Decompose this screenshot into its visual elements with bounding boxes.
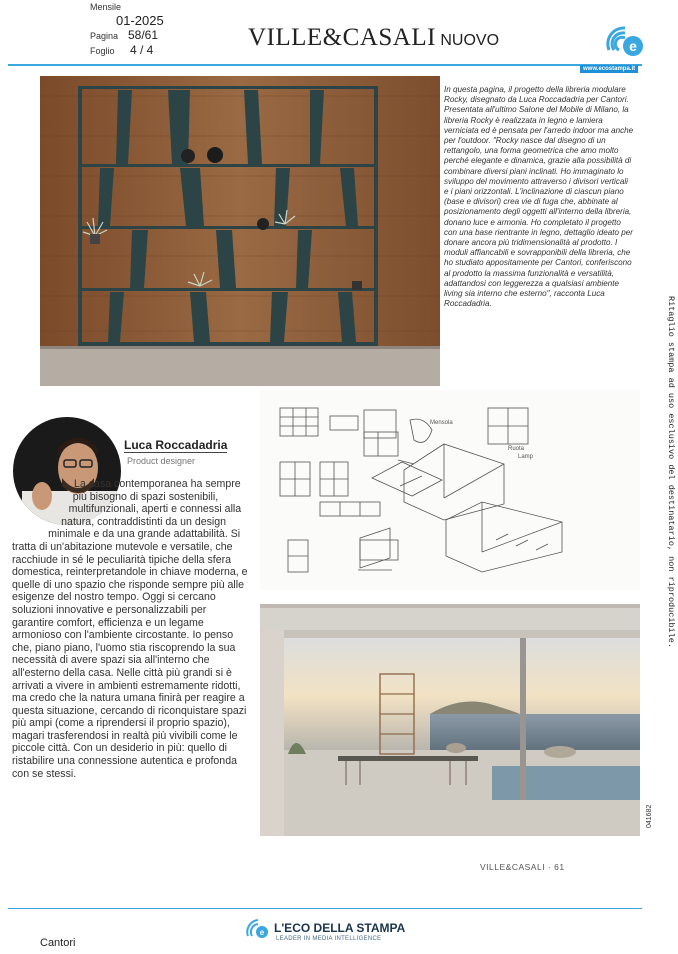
issue-date: 01-2025 bbox=[116, 13, 164, 28]
eco-logo-icon bbox=[605, 20, 647, 60]
designer-name: Luca Roccadadria bbox=[124, 438, 228, 452]
periodicity: Mensile bbox=[90, 2, 122, 12]
clipping-code: 041682 bbox=[646, 804, 653, 828]
sketch-label-2: Ruota bbox=[508, 446, 525, 452]
client-name: Cantori bbox=[40, 937, 76, 949]
design-sketches bbox=[260, 390, 640, 590]
photo-caption: In questa pagina, il progetto della libreria modulare Rocky, disegnato da Luca Roccadadria per Cantori. Presentata all'ultimo Salone del Mobile di Milano, la libreria Rocky è realizzata in legno e lamiera verniciata ed è pensata per l'arredo indoor ma anche per l'outdoor. "Rocky nasce dal disegno di un rettangolo, una forma geometrica che amo molto perché elegante e dinamica, grazie alla possibilità di combinare diversi piani inclinati. Ho immaginato lo sviluppo del movimento attraverso i divisori verticali e i piani orizzontali. L'inclinazione di ciascun piano (base e divisori) crea vie di fuga che, abbinate al posizionamento degli oggetti all'interno della libreria, donano luce e armonia. Ho completato il progetto con una base rientrante in legno, dettaglio ideato per donare ancora più tridimensionalità al prodotto. I moduli affiancabili e sovrapponibili della libreria, che ho studiato appositamente per Cantori, conferiscono al prodotto la massima funzionalità e versatilità, adattandosi con leggerezza a qualsiasi ambiente living sia interno che esterno", racconta Luca Roccadadria. bbox=[444, 85, 634, 309]
article-body bbox=[12, 478, 248, 780]
masthead-title: VILLE&CASALI bbox=[248, 24, 436, 51]
foglio-value: 4 / 4 bbox=[130, 43, 154, 57]
pagina-label: Pagina bbox=[90, 31, 119, 41]
pagina-value: 58/61 bbox=[128, 28, 159, 42]
masthead-badge: NUOVO bbox=[440, 32, 500, 49]
footer-rule bbox=[8, 908, 642, 909]
footer-tagline: LEADER IN MEDIA INTELLIGENCE bbox=[276, 936, 382, 942]
rocky-bookcase-photo bbox=[40, 76, 440, 386]
sketch-label-3: Lamp bbox=[518, 454, 534, 460]
clipping-disclaimer: Ritaglio stampa ad uso esclusivo del destinatario, non riproducibile. bbox=[666, 296, 676, 648]
eco-footer-logo-icon bbox=[246, 916, 270, 940]
ecostampa-url[interactable]: www.ecostampa.it bbox=[580, 65, 638, 73]
svg-text:e: e bbox=[259, 928, 265, 937]
foglio-label: Foglio bbox=[90, 46, 115, 56]
designer-role: Product designer bbox=[127, 456, 196, 466]
header-rule bbox=[8, 64, 642, 66]
svg-text:e: e bbox=[629, 38, 637, 54]
page-folio: VILLE&CASALI · 61 bbox=[480, 862, 565, 872]
footer-brand: L'ECO DELLA STAMPA bbox=[274, 921, 406, 935]
article-text: La casa contemporanea ha sempre più bisogno di spazi sostenibili, multifunzionali, aperti e connessi alla natura, contraddistinti da un design minimale e da una grande adattabilità. Si tratta di un'abitazione mutevole e versatile, che racchiude in sé le peculiarità tipiche della sfera domestica, reinterpretandole in chiave moderna, e quelle di uno spazio che risponde sempre più alle esigenze del nostro tempo. Oggi si cercano soluzioni innovative e personalizzabili per garantire comfort, efficienza e un legame armonioso con l'ambiente circostante. Io penso che, piano piano, l'uomo stia riscoprendo la sua necessità di avere spazi sia all'interno che all'esterno della casa. Nelle città più grandi si è arrivati a vivere in ambienti estremamente ridotti, ma credo che la natura umana finirà per reagire a questa situazione, cercando di riconquistare spazi più ampi (come a riprendersi il proprio spazio), magari trasferendosi in realtà più vivibili come le piccole città. Con un desiderio in più: quello di ristabilire una connessione autentica e profonda con se stessi. bbox=[12, 478, 248, 780]
masthead bbox=[248, 24, 499, 52]
terrace-photo bbox=[260, 604, 640, 836]
sketch-label-1: Mensola bbox=[430, 420, 453, 426]
